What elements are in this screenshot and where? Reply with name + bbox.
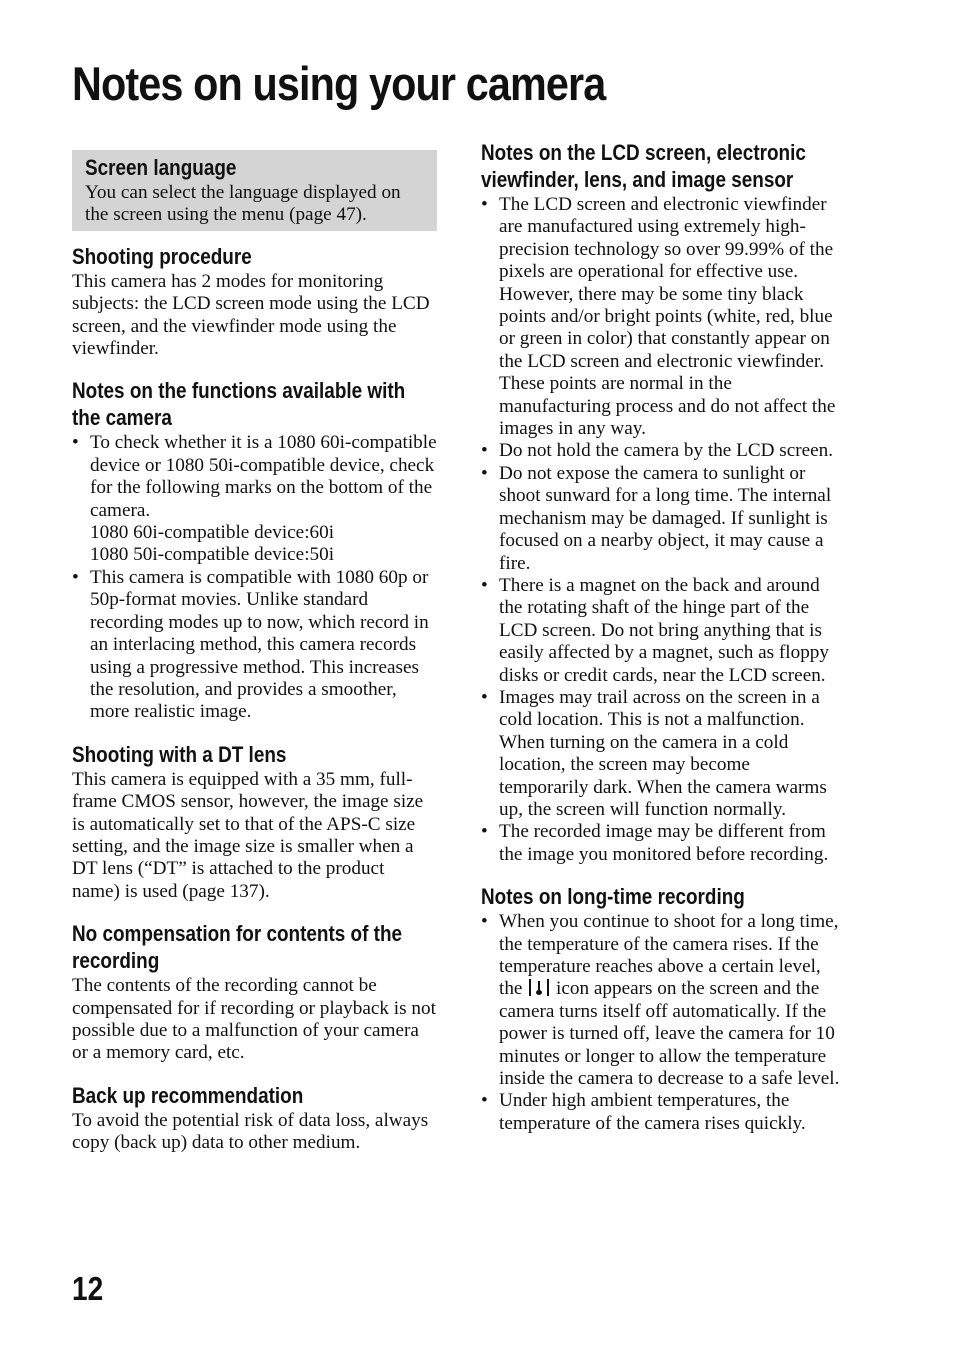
long-time-heading: Notes on long-time recording bbox=[481, 884, 745, 910]
lcd-bullet-5: Images may trail across on the screen in a cold location. This is not a malfunction. When turning on the camera in a cold location, the screen may become temporarily dark. When the camera warms up, the screen will function normally. bbox=[499, 686, 827, 820]
bullet-dot: • bbox=[481, 686, 488, 708]
long-time-list bbox=[481, 911, 843, 1135]
list-item bbox=[481, 1090, 843, 1135]
list-item bbox=[481, 911, 843, 1090]
bullet-dot: • bbox=[72, 566, 79, 588]
bullet-dot: • bbox=[481, 462, 488, 484]
dt-lens-heading: Shooting with a DT lens bbox=[72, 741, 287, 767]
bullet-dot: • bbox=[72, 432, 79, 454]
no-compensation-section bbox=[72, 920, 437, 1065]
lcd-bullet-1: The LCD screen and electronic viewfinder are manufactured using extremely high-precision technology so over 99.99% of the pixels are operational for effective use. However, there may be some tiny black points and/or bright points (white, red, blue or green in color) that constantly appear on the LCD screen and electronic viewfinder. These points are normal in the manufacturing process and do not affect the images in any way. bbox=[499, 194, 836, 440]
right-column bbox=[481, 139, 843, 1152]
page-title: Notes on using your camera bbox=[72, 57, 606, 110]
list-item bbox=[481, 821, 843, 866]
dt-lens-section bbox=[72, 741, 437, 903]
lcd-heading: Notes on the LCD screen, electronic viewfinder, lens, and image sensor bbox=[481, 140, 806, 192]
functions-heading: Notes on the functions available with the camera bbox=[72, 378, 406, 431]
list-item bbox=[481, 440, 843, 462]
lcd-bullet-2: Do not hold the camera by the LCD screen. bbox=[499, 440, 834, 462]
dt-lens-text: This camera is equipped with a 35 mm, full-frame CMOS sensor, however, the image size is automatically set to that of the APS-C size setting, and the image size is smaller when a DT lens (“DT” is attached to the product name) is used (page 137). bbox=[72, 768, 424, 902]
lcd-section bbox=[481, 139, 843, 866]
long-time-bullet-2: Under high ambient temperatures, the temperature of the camera rises quickly. bbox=[499, 1090, 806, 1134]
list-item bbox=[481, 687, 843, 821]
functions-bullet-2: This camera is compatible with 1080 60p or 50p-format movies. Unlike standard recording modes up to now, which record in an interlacing method, this camera records using a progressive method. This increases the resolution, and provides a smoother, more realistic image. bbox=[90, 566, 429, 723]
no-compensation-text: The contents of the recording cannot be compensated for if recording or playback is not possible due to a malfunction of your camera or a memory card, etc. bbox=[72, 975, 436, 1064]
long-time-bullet-1-before: When you continue to shoot for a long time, the temperature of the camera rises. If the temperature reaches above a certain level, the bbox=[499, 911, 839, 1000]
bullet-dot: • bbox=[481, 821, 488, 843]
bullet-dot: • bbox=[481, 911, 488, 933]
bullet-dot: • bbox=[481, 440, 488, 462]
shooting-procedure-section bbox=[72, 243, 437, 361]
bullet-dot: • bbox=[481, 1090, 488, 1112]
no-compensation-heading: No compensation for contents of the recording bbox=[72, 921, 403, 974]
backup-section bbox=[72, 1082, 437, 1155]
functions-bullet-1-line-2: 1080 60i-compatible device:60i bbox=[90, 522, 335, 544]
bullet-dot: • bbox=[481, 574, 488, 596]
backup-text: To avoid the potential risk of data loss, always copy (back up) data to other medium. bbox=[72, 1109, 429, 1154]
screen-language-heading: Screen language bbox=[85, 155, 237, 180]
lcd-bullet-3: Do not expose the camera to sunlight or shoot sunward for a long time. The internal mechanism may be damaged. If sunlight is focused on a nearby object, it may cause a fire. bbox=[499, 462, 832, 574]
list-item bbox=[72, 567, 437, 724]
functions-list bbox=[72, 432, 437, 723]
long-time-section bbox=[481, 883, 843, 1135]
functions-bullet-1-line-3: 1080 50i-compatible device:50i bbox=[90, 544, 335, 566]
list-item bbox=[481, 194, 843, 440]
lcd-bullet-6: The recorded image may be different from the image you monitored before recording. bbox=[499, 821, 829, 865]
backup-heading: Back up recommendation bbox=[72, 1082, 304, 1108]
list-item bbox=[72, 432, 437, 566]
temperature-warning-icon bbox=[529, 979, 549, 996]
left-column bbox=[72, 150, 437, 1172]
functions-section bbox=[72, 377, 437, 723]
lcd-list bbox=[481, 194, 843, 866]
lcd-bullet-4: There is a magnet on the back and around the rotating shaft of the hinge part of the LCD screen. Do not bring anything that is easily affected by a magnet, such as floppy disks or credit cards, near the LCD screen. bbox=[499, 574, 829, 686]
shooting-procedure-heading: Shooting procedure bbox=[72, 243, 252, 269]
functions-bullet-1: To check whether it is a 1080 60i-compatible device or 1080 50i-compatible device, check for the following marks on the bottom of the camera. bbox=[90, 432, 437, 521]
bullet-dot: • bbox=[481, 194, 488, 215]
screen-language-box bbox=[72, 150, 437, 231]
list-item bbox=[481, 575, 843, 687]
page-number: 12 bbox=[72, 1270, 104, 1307]
shooting-procedure-text: This camera has 2 modes for monitoring subjects: the LCD screen mode using the LCD screen, and the viewfinder mode using the viewfinder. bbox=[72, 270, 430, 360]
list-item bbox=[481, 463, 843, 575]
long-time-bullet-1-after: icon appears on the screen and the camera turns itself off automatically. If the power is turned off, leave the camera for 10 minutes or longer to allow the temperature inside the camera to decrease to a safe level. bbox=[499, 978, 840, 1090]
screen-language-text: You can select the language displayed on the screen using the menu (page 47). bbox=[85, 182, 401, 226]
